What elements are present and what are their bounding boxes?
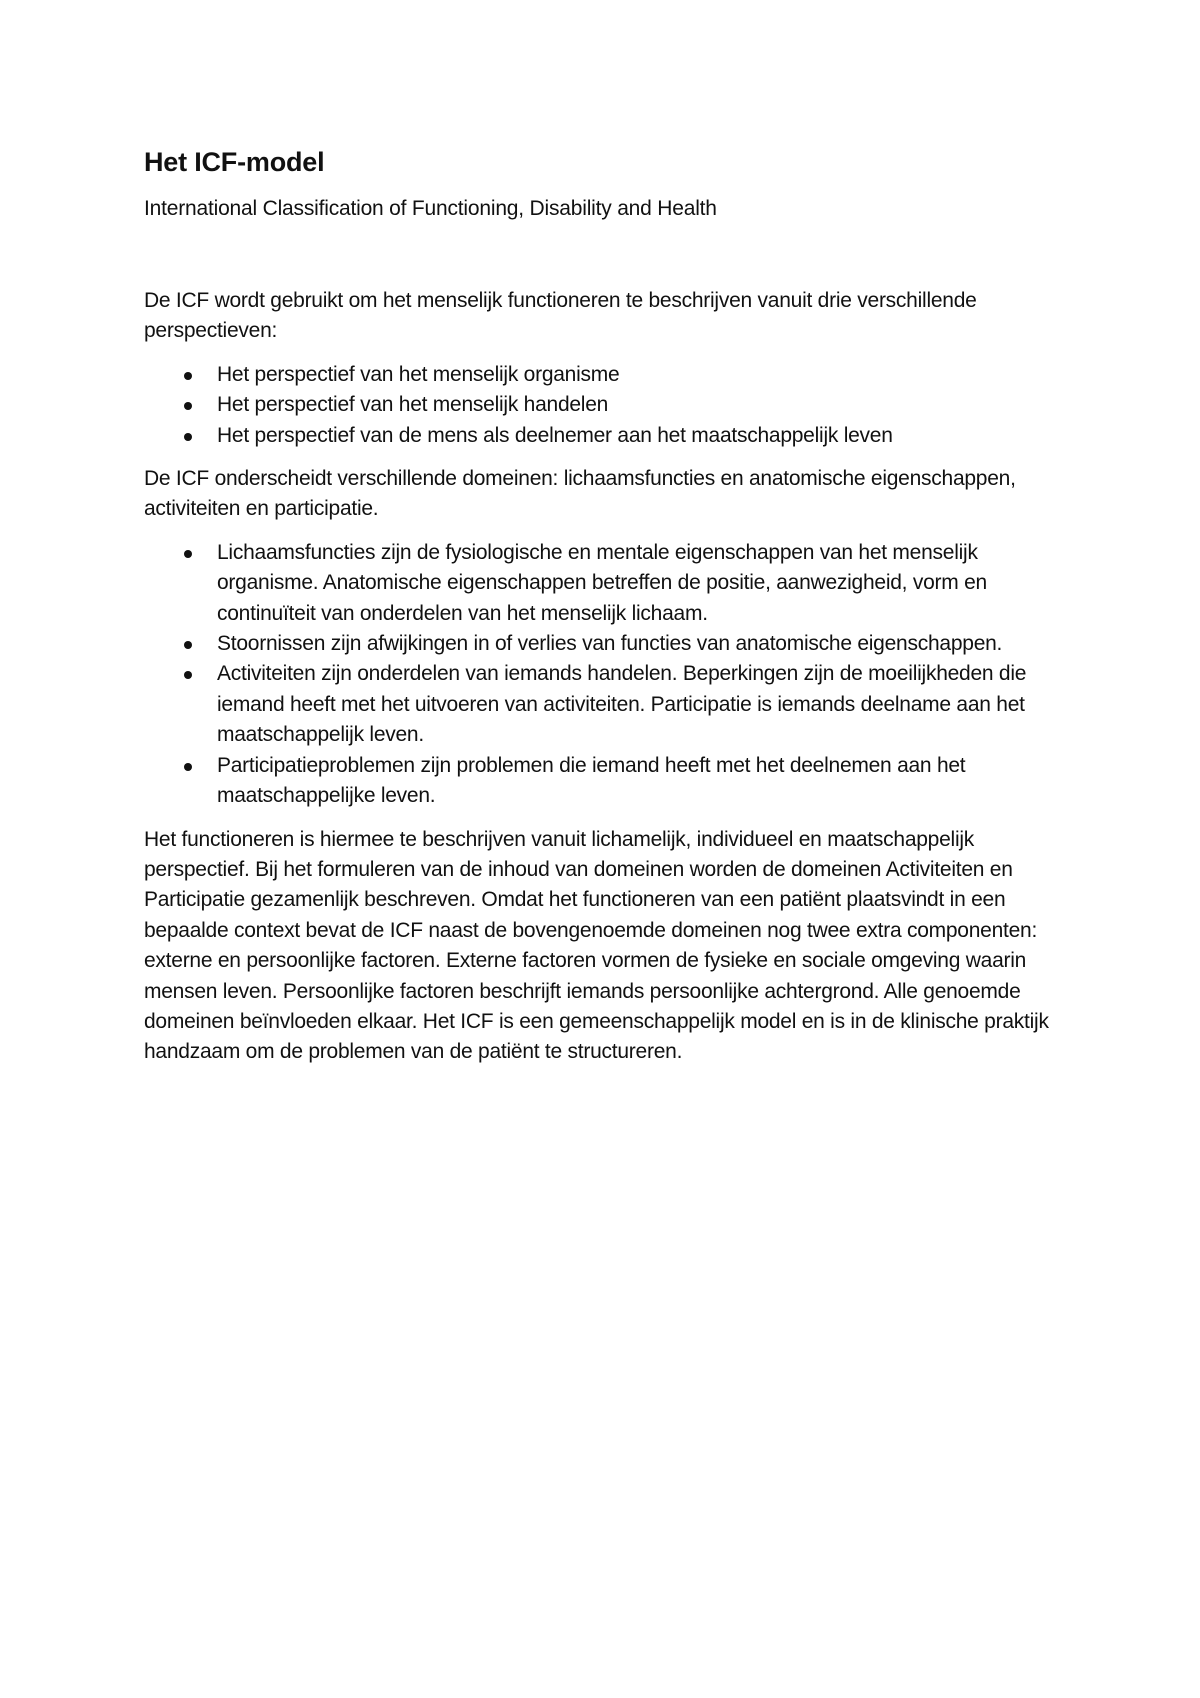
- list-item: [144, 421, 1064, 451]
- document-title: Het ICF-model: [144, 147, 325, 177]
- list-item: [144, 629, 1064, 659]
- domains-intro-paragraph: De ICF onderscheidt verschillende domeinen: lichaamsfuncties en anatomische eigenschappen, activiteiten en participatie.: [144, 467, 1016, 521]
- bullet-icon: [184, 550, 192, 558]
- list-item-text: Het perspectief van het menselijk organisme: [217, 362, 620, 386]
- perspectives-list: [144, 360, 1064, 451]
- list-item: [144, 751, 1064, 812]
- list-item-text: Stoornissen zijn afwijkingen in of verlies van functies van anatomische eigenschappen.: [217, 632, 1003, 656]
- list-item-text: Activiteiten zijn onderdelen van iemands handelen. Beperkingen zijn de moeilijkheden die iemand heeft met het uitvoeren van activiteiten. Participatie is iemands deelname aan het maatschappelijk leven.: [217, 662, 1027, 747]
- list-item: [144, 538, 1064, 629]
- bullet-icon: [184, 402, 192, 410]
- bullet-icon: [184, 433, 192, 441]
- domains-list: [144, 538, 1064, 812]
- list-item: [144, 360, 1064, 390]
- bullet-icon: [184, 671, 192, 679]
- list-item-text: Het perspectief van het menselijk handelen: [217, 393, 609, 417]
- conclusion-paragraph: Het functioneren is hiermee te beschrijven vanuit lichamelijk, individueel en maatschappelijk perspectief. Bij het formuleren van de inhoud van domeinen worden de domeinen Activiteiten en Participatie gezamenlijk beschreven. Omdat het functioneren van een patiënt plaatsvindt in een bepaalde context bevat de ICF naast de bovengenoemde domeinen nog twee extra componenten: externe en persoonlijke factoren. Externe factoren vormen de fysieke en sociale omgeving waarin mensen leven. Persoonlijke factoren beschrijft iemands persoonlijke achtergrond. Alle genoemde domeinen beïnvloeden elkaar. Het ICF is een gemeenschappelijk model en is in de klinische praktijk handzaam om de problemen van de patiënt te structureren.: [144, 827, 1049, 1064]
- list-item-text: Het perspectief van de mens als deelnemer aan het maatschappelijk leven: [217, 423, 893, 447]
- bullet-icon: [184, 763, 192, 771]
- list-item: [144, 659, 1064, 750]
- document-page: [144, 146, 1064, 1068]
- list-item-text: Lichaamsfuncties zijn de fysiologische en mentale eigenschappen van het menselijk organisme. Anatomische eigenschappen betreffen de positie, aanwezigheid, vorm en continuïteit van onderdelen van het menselijk lichaam.: [217, 540, 987, 625]
- bullet-icon: [184, 641, 192, 649]
- list-item: [144, 390, 1064, 420]
- document-subtitle: International Classification of Functioning, Disability and Health: [144, 197, 717, 220]
- list-item-text: Participatieproblemen zijn problemen die iemand heeft met het deelnemen aan het maatschappelijke leven.: [217, 753, 966, 808]
- intro-paragraph: De ICF wordt gebruikt om het menselijk functioneren te beschrijven vanuit drie verschillende perspectieven:: [144, 289, 977, 343]
- bullet-icon: [184, 372, 192, 380]
